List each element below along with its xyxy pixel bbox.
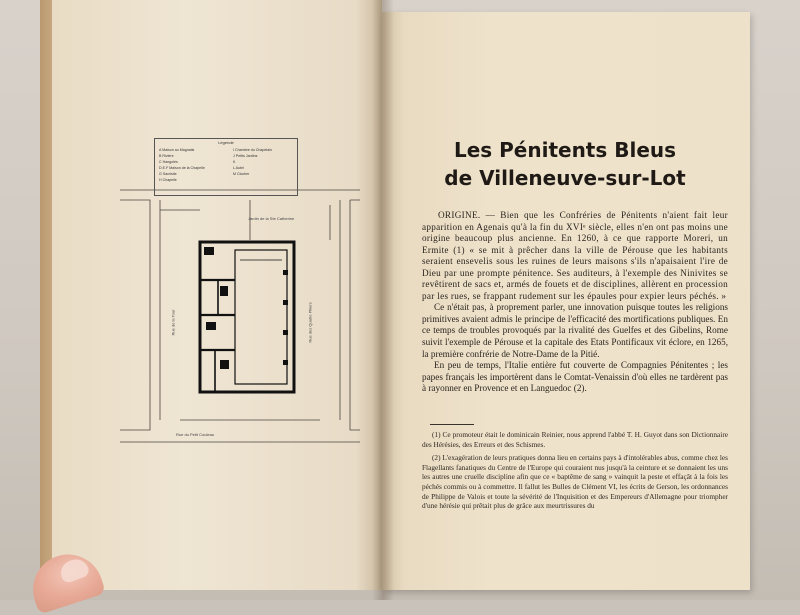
page-title-line-1: Les Pénitents Bleus [453,138,677,162]
legend-title: Légende [218,140,234,145]
legend-entry: I Chambre du Chapelain [233,148,272,152]
legend-entry: B Rivière [159,154,174,158]
footnote: (2) L'exagération de leurs pratiques donna lieu en certains pays à d'intolérables abus, comme chez les Flagellants fanatiques du Centre de l'Europe qui couraient nus jusqu'à la ceinture et se donnaient les uns les autres une cruelle discipline afin que ce « baptême de sang » vainquit la peste et effaçât à la fois les péchés commis ou à commettre. Il fallut les Bulles de Clément VI, les écrits de Gerson, les ordonnances de Philippe de Valois et toute la sévérité de l'Inquisition et des Empereurs d'Allemagne pour triompher d'une hérésie qui prêtait plus de grâce aux meurtrissures du [422,453,728,511]
legend-entry: J Petits Jardins [233,154,258,158]
legend-column-right [233,147,272,177]
floor-plan [120,130,360,460]
paragraph: En peu de temps, l'Italie entière fut couverte de Compagnies Pénitentes ; les papes français les importèrent dans le Comtat-Venaissin d'où elles ne tardèrent pas à rayonner en Provence et en Languedoc (2). [422,360,728,394]
legend-entry: C Hangolés [159,160,178,164]
street-label-bottom: Rue du Petit Couleau [176,432,215,437]
legend-entry: H Chapelle [159,178,177,182]
paragraph: ORIGINE. — Bien que les Confréries de Pénitents n'aient fait leur apparition en Agenais qu'à la fin du XVIᵉ siècle, elles n'en ont pas moins une origine beaucoup plus ancienne. En 1260, à ce que rapporte Moreri, un Ermite (1) « se mit à prêcher dans la ville de Pérouse que les habitants seraient ensevelis sous les ruines de leurs maisons s'ils n'apaisaient l'ire de Dieu par une prompte pénitence. Ses auditeurs, à l'exemple des Ninivites se revêtirent de sacs et, armés de fouets et de disciplines, allèrent en procession par les rues, se frappant rudement sur les épaules pour expier leurs péchés. » [422,210,728,301]
street-label-left: Rue de la Tour [170,309,176,336]
legend-entry: A Maison au Magnatis [159,148,195,152]
legend-column-left [159,147,205,183]
legend-entry: D.E.F Maison de la Chapelle [159,166,205,170]
footnotes [422,430,728,515]
body-text [422,210,728,395]
legend-entry: G Sacristie [159,172,177,176]
legend-entry: M Clocher [233,172,250,176]
legend-entry: K [233,160,236,164]
paragraph: Ce n'était pas, à proprement parler, une innovation puisque toutes les religions primitives avaient admis le principe de l'efficacité des mortifications publiques. En ce temps de troubles provoqués par la rivalité des Guelfes et des Gibelins, Rome suivit l'exemple de Pérouse et la capitale des Etats Pontificaux vit éclore, en 1265, la première confrérie de Notre-Dame de la Pitié. [422,302,728,359]
footnote-rule [430,424,474,425]
book-gutter [372,0,394,600]
page-title-line-2: de Villeneuve-sur-Lot [444,166,686,190]
street-label-top: Jardin de la Ste Catherine [248,216,295,221]
plan-legend [154,138,298,196]
street-label-right: Rue des Quatre Piliers [307,302,313,343]
footnote: (1) Ce promoteur était le dominicain Reinier, nous apprend l'abbé T. H. Guyot dans son Dictionnaire des Hérésies, des Erreurs et des Schismes. [422,430,728,449]
legend-entry: L Autel [233,166,244,170]
